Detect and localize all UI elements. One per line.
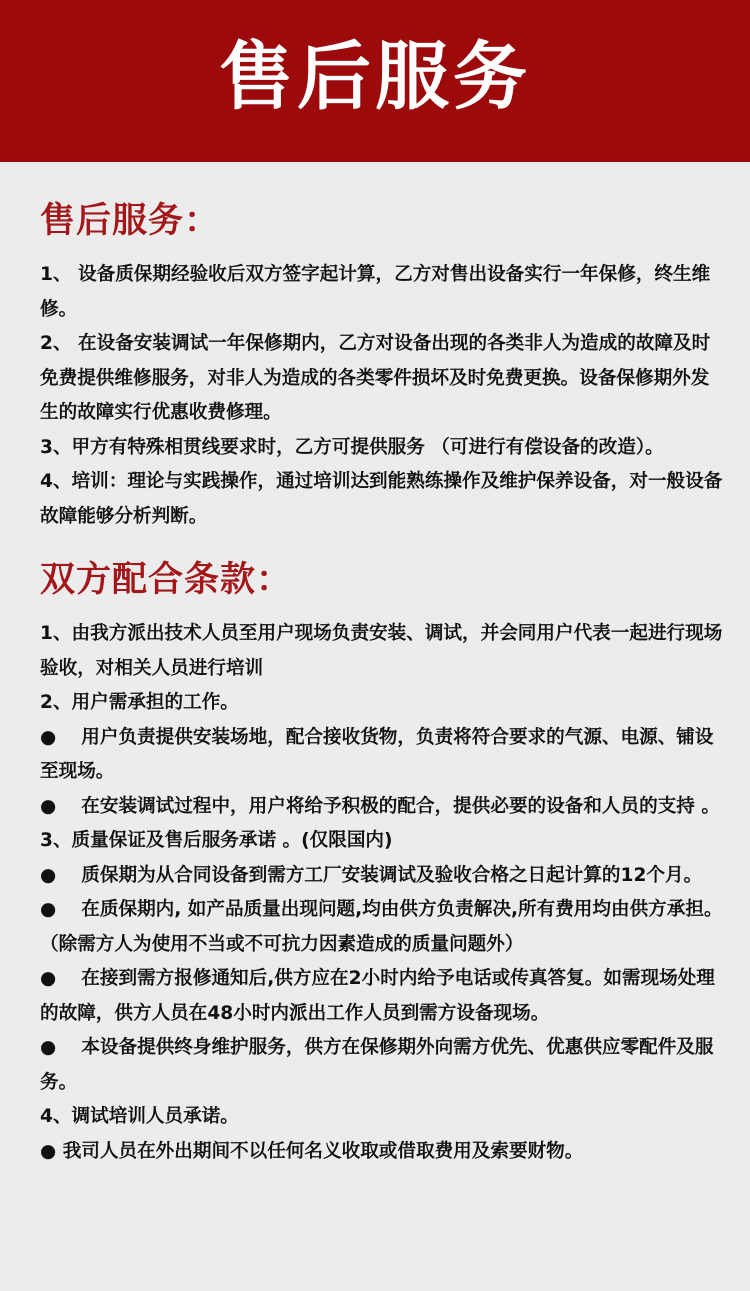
main-content xyxy=(0,162,750,1169)
paragraph: 1、 设备质保期经验收后双方签字起计算，乙方对售出设备实行一年保修，终生维修。 xyxy=(40,264,711,320)
bullet-paragraph: ● 质保期为从合同设备到需方工厂安装调试及验收合格之日起计算的12个月。 xyxy=(40,864,703,886)
section-title: 双方配合条款： xyxy=(40,560,293,600)
paragraph-list xyxy=(40,258,726,534)
paragraph: 4、培训：理论与实践操作，通过培训达到能熟练操作及维护保养设备，对一般设备故障能够分析判断。 xyxy=(40,471,723,527)
paragraph: 3、质量保证及售后服务承诺 。(仅限国内) xyxy=(40,830,393,851)
bullet-paragraph: ● 用户负责提供安装场地，配合接收货物，负责将符合要求的气源、电源、铺设至现场。 xyxy=(40,726,714,782)
page-title: 售后服务 xyxy=(219,34,531,120)
paragraph: 4、调试培训人员承诺。 xyxy=(40,1106,239,1127)
header-banner xyxy=(0,0,750,162)
paragraph: 3、甲方有特殊相贯线要求时，乙方可提供服务 （可进行有偿设备的改造）。 xyxy=(40,436,664,458)
bullet-paragraph: ● 本设备提供终身维护服务，供方在保修期外向需方优先、优惠供应零配件及服务。 xyxy=(40,1037,714,1093)
paragraph: 1、由我方派出技术人员至用户现场负责安装、调试，并会同用户代表一起进行现场验收，对相关人员进行培训 xyxy=(40,623,723,679)
section-after-sales-service xyxy=(40,200,726,534)
paragraph-list xyxy=(40,617,726,1169)
bullet-paragraph: ● 在安装调试过程中，用户将给予积极的配合，提供必要的设备和人员的支持 。 xyxy=(40,795,720,817)
bullet-paragraph: ● 在质保期内, 如产品质量出现问题,均由供方负责解决,所有费用均由供方承担。 （除需方人为使用不当或不可抗力因素造成的质量问题外） xyxy=(40,899,723,955)
bullet-paragraph: ● 在接到需方报修通知后,供方应在2小时内给予电话或传真答复。如需现场处理的故障，供方人员在48小时内派出工作人员到需方设备现场。 xyxy=(40,968,715,1024)
paragraph: 2、 在设备安装调试一年保修期内，乙方对设备出现的各类非人为造成的故障及时免费提供维修服务，对非人为造成的各类零件损坏及时免费更换。设备保修期外发生的故障实行优惠收费修理。 xyxy=(40,333,711,423)
paragraph: 2、用户需承担的工作。 xyxy=(40,692,239,713)
bullet-paragraph: ● 我司人员在外出期间不以任何名义收取或借取费用及索要财物。 xyxy=(40,1140,584,1162)
section-title: 售后服务： xyxy=(40,201,221,241)
section-cooperation-terms xyxy=(40,559,726,1169)
